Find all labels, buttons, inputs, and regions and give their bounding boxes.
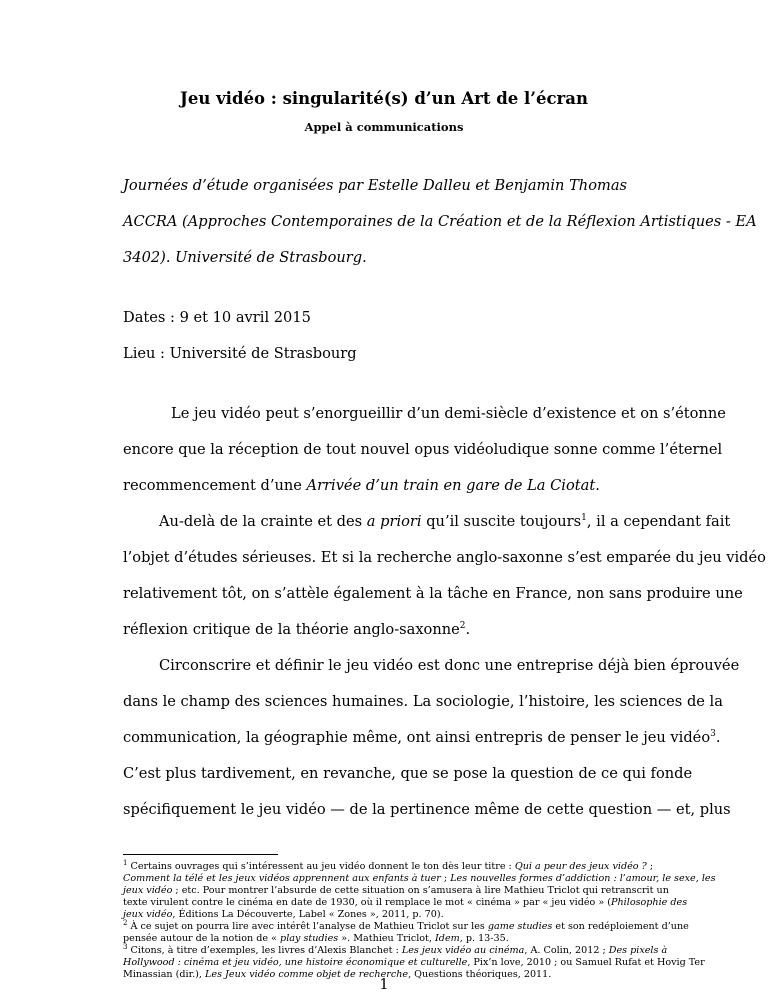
document-subtitle: Appel à communications xyxy=(304,120,464,134)
paragraph-1-line-1: Le jeu vidéo peut s’enorgueillir d’un demi-siècle d’existence et on s’étonne xyxy=(171,405,726,422)
document-title: Jeu vidéo : singularité(s) d’un Art de l’écran xyxy=(180,89,588,108)
footnote-ref-1: 1 xyxy=(581,513,587,524)
organizers-line: Journées d’étude organisées par Estelle Dalleu et Benjamin Thomas xyxy=(123,177,628,194)
paragraph-3-line-5: spécifiquement le jeu vidéo — de la pertinence même de cette question — et, plus xyxy=(123,801,731,818)
footnote-separator xyxy=(123,854,278,855)
footnote-ref-3: 3 xyxy=(710,729,716,740)
page-number: 1 xyxy=(379,976,389,993)
institution-line-1: ACCRA (Approches Contemporaines de la Création et de la Réflexion Artistiques - EA xyxy=(123,213,757,230)
footnote-1-line-2: Comment la télé et les jeux vidéos apprennent aux enfants à tuer ; Les nouvelles formes d’addiction : l’amour, le sexe, les xyxy=(123,873,716,884)
footnote-3-line-1: $^3$ Citons, à titre d’exemples, les livres d’Alexis Blanchet : Les jeux vidéo au cinéma, A. Colin, 2012 ; Des pixels à xyxy=(123,942,668,956)
footnote-1-line-1: $^1$ Certains ouvrages qui s’intéressent au jeu vidéo donnent le ton dès leur titre : Qui a peur des jeux vidéo ? ; xyxy=(123,858,654,872)
location-line: Lieu : Université de Strasbourg xyxy=(123,345,357,362)
footnote-2-line-2: pensée autour de la notion de « play studies ». Mathieu Triclot, Idem, p. 13-35. xyxy=(123,933,509,944)
footnote-ref-2: 2 xyxy=(459,621,466,632)
footnote-2-line-1: $^2$ À ce sujet on pourra lire avec intérêt l’analyse de Mathieu Triclot sur les game studies et son redéploiement d’une xyxy=(123,918,689,932)
paragraph-2-line-3: relativement tôt, on s’attèle également à la tâche en France, non sans produire une xyxy=(123,585,743,602)
footnote-1-line-4: texte virulent contre le cinéma en date de 1930, où il remplace le mot « cinéma » par « jeu vidéo » (Philosophie des xyxy=(123,897,688,908)
paragraph-3-line-3: communication, la géographie même, ont ainsi entrepris de penser le jeu vidéo$^3$. xyxy=(123,729,721,746)
paragraph-3-line-1: Circonscrire et définir le jeu vidéo est donc une entreprise déjà bien éprouvée xyxy=(159,657,740,674)
footnote-3-line-3: Minassian (dir.), Les Jeux vidéo comme objet de recherche, Questions théoriques, 2011. xyxy=(123,969,552,980)
institution-line-2: 3402). Université de Strasbourg. xyxy=(123,249,367,266)
footnote-3-line-2: Hollywood : cinéma et jeu vidéo, une histoire économique et culturelle, Pix’n love, 2010 ; ou Samuel Rufat et Hovig Ter xyxy=(123,957,705,968)
paragraph-2-line-2: l’objet d’études sérieuses. Et si la recherche anglo-saxonne s’est emparée du jeu vidéo xyxy=(123,549,766,566)
footnote-1-line-5: jeux vidéo, Éditions La Découverte, Label « Zones », 2011, p. 70). xyxy=(123,909,444,920)
paragraph-2-line-4: réflexion critique de la théorie anglo-saxonne$^2$. xyxy=(123,621,471,638)
dates-line: Dates : 9 et 10 avril 2015 xyxy=(123,309,311,326)
footnote-1-line-3: jeux vidéo ; etc. Pour montrer l’absurde de cette situation on s’amusera à lire Mathieu Triclot qui retranscrit un xyxy=(123,885,669,896)
paragraph-2-line-1: Au-delà de la crainte et des a priori qu’il suscite toujours$^1$, il a cependant fait xyxy=(159,513,731,530)
paragraph-3-line-4: C’est plus tardivement, en revanche, que se pose la question de ce qui fonde xyxy=(123,765,693,782)
paragraph-1-line-2: encore que la réception de tout nouvel opus vidéoludique sonne comme l’éternel xyxy=(123,441,723,458)
paragraph-1-line-3: recommencement d’une Arrivée d’un train en gare de La Ciotat. xyxy=(123,477,600,494)
paragraph-3-line-2: dans le champ des sciences humaines. La sociologie, l’histoire, les sciences de la xyxy=(123,693,723,710)
